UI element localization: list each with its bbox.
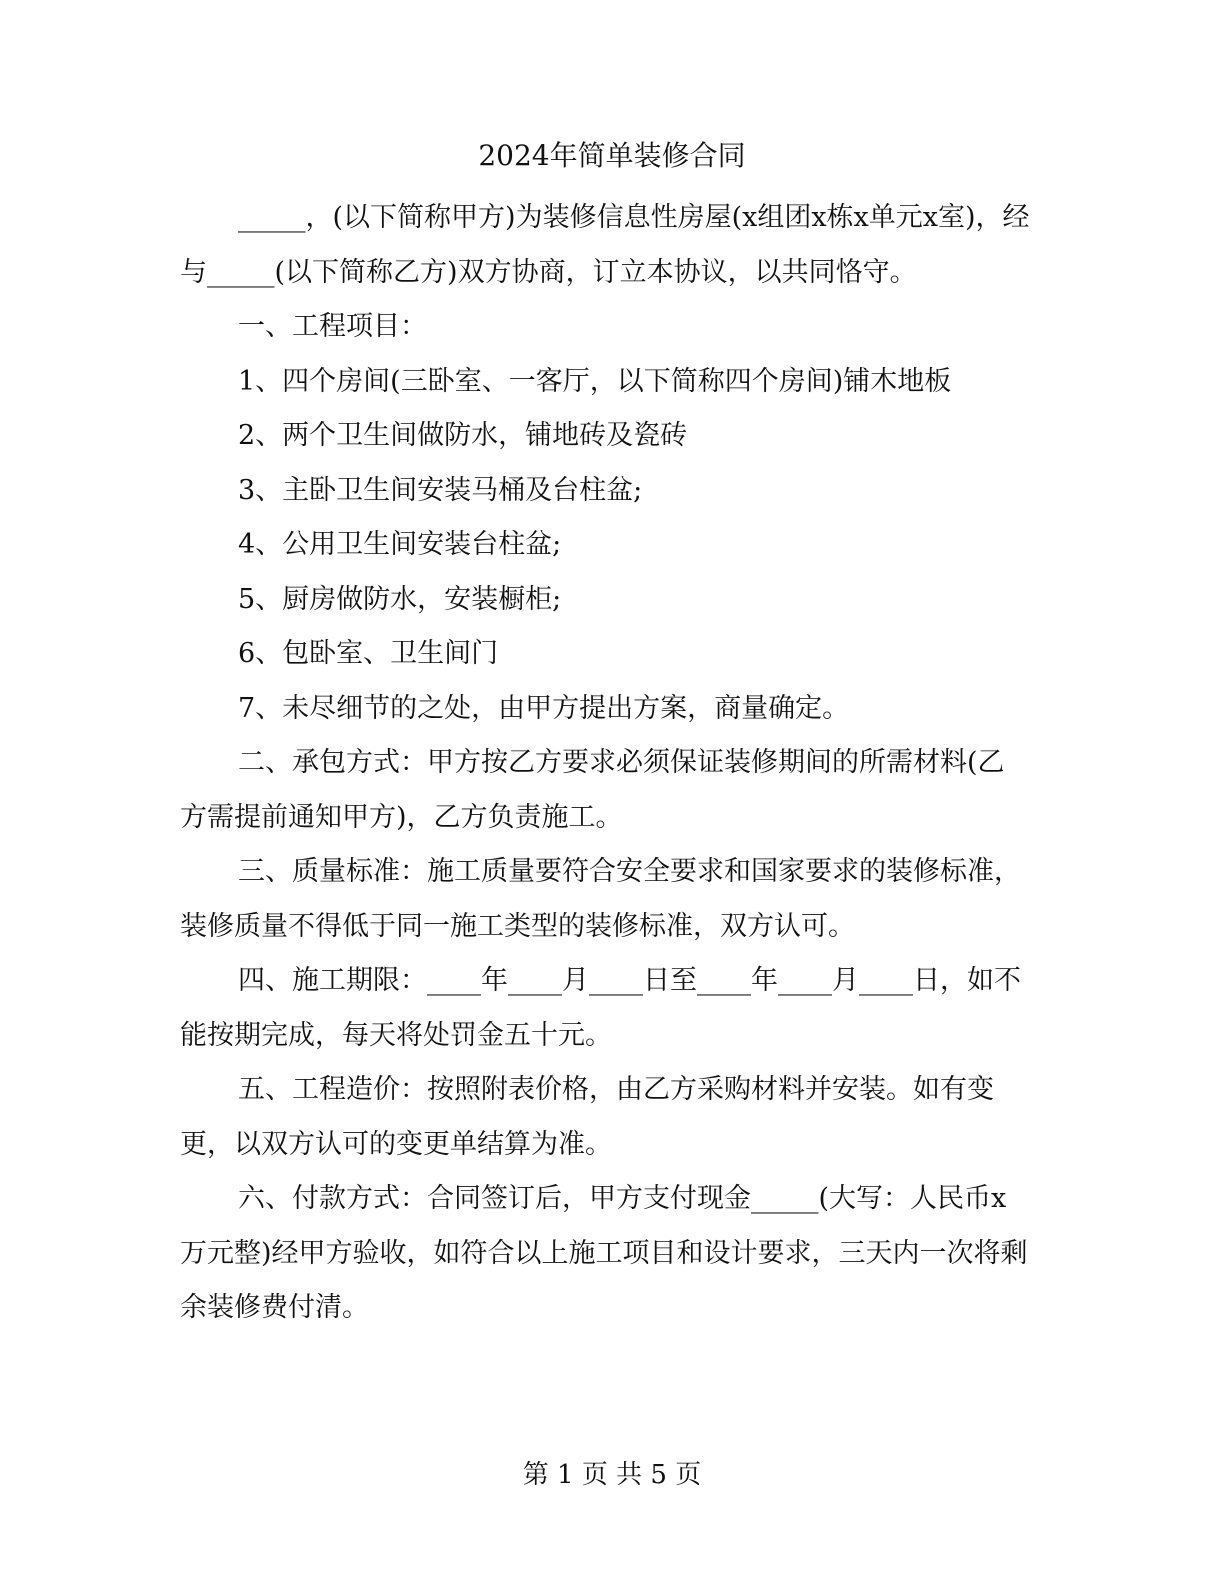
- project-item-2: 2、两个卫生间做防水，铺地砖及瓷砖: [238, 420, 688, 451]
- section-payment-method: 六、付款方式：合同签订后，甲方支付现金_____(大写：人民币x万元整)经甲方验收，如符合以上施工项目和设计要求，三天内一次将剩余装修费付清。: [180, 1183, 1028, 1323]
- intro-paragraph: _____，(以下简称甲方)为装修信息性房屋(x组团x栋x单元x室)，经与_____(以下简称乙方)双方协商，订立本协议，以共同恪守。: [180, 202, 1030, 288]
- project-item-4: 4、公用卫生间安装台柱盆;: [238, 529, 562, 560]
- project-item-5: 5、厨房做防水，安装橱柜;: [238, 583, 562, 615]
- section-project-cost: 五、工程造价：按照附表价格，由乙方采购材料并安装。如有变更，以双方认可的变更单结算为准。: [180, 1074, 994, 1160]
- section-construction-period: 四、施工期限：____年____月____日至____年____月____日，如不能按期完成，每天将处罚金五十元。: [180, 965, 1021, 1051]
- project-item-6: 6、包卧室、卫生间门: [238, 638, 499, 669]
- document-title: 2024年简单装修合同: [478, 139, 746, 172]
- section-quality-standard: 三、质量标准：施工质量要符合安全要求和国家要求的装修标准，装修质量不得低于同一施工类型的装修标准，双方认可。: [180, 856, 1021, 942]
- section-project-heading: 一、工程项目：: [238, 311, 427, 342]
- project-item-7: 7、未尽细节的之处，由甲方提出方案，商量确定。: [238, 692, 850, 724]
- section-contract-method: 二、承包方式：甲方按乙方要求必须保证装修期间的所需材料(乙方需提前通知甲方)，乙方负责施工。: [180, 747, 1005, 833]
- document-body: [180, 191, 1030, 1336]
- page-footer: 第 1 页 共 5 页: [522, 1460, 702, 1490]
- project-item-3: 3、主卧卫生间安装马桶及台柱盆;: [238, 474, 643, 506]
- project-item-1: 1、四个房间(三卧室、一客厅，以下简称四个房间)铺木地板: [238, 365, 952, 397]
